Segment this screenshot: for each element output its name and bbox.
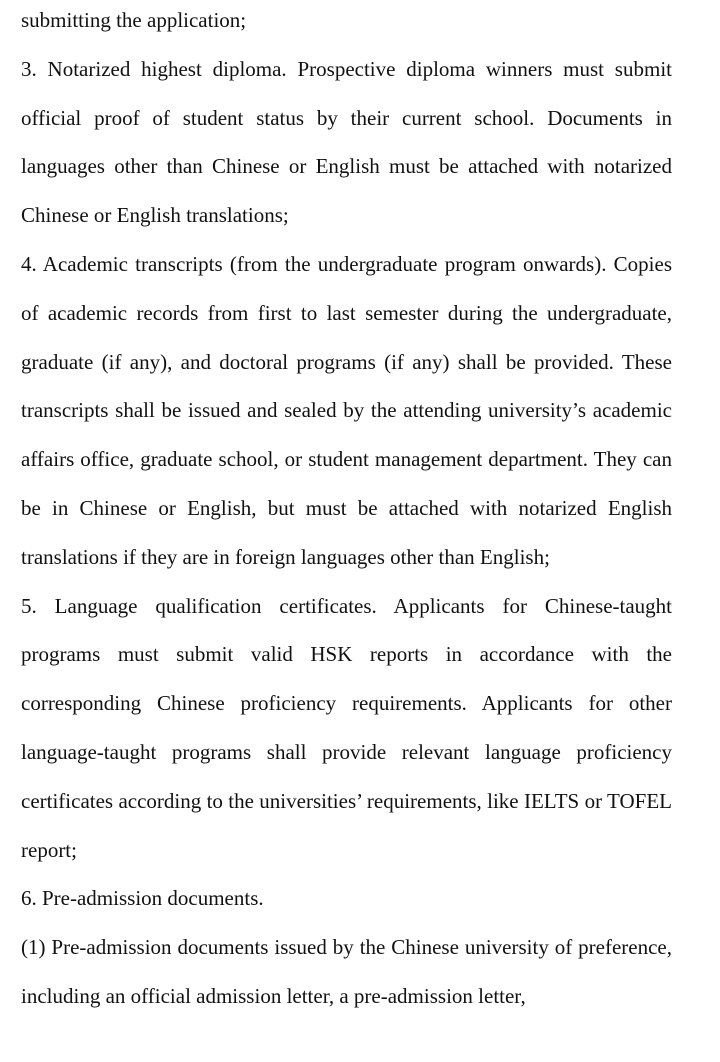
paragraph-item-3: 3. Notarized highest diploma. Prospective diploma winners must submit official proof of student status by their current school. Documents in languages other than Chinese or English must be attached with notarized Chinese or English translations; xyxy=(21,56,672,228)
paragraph-item-6-1: (1) Pre-admission documents issued by the Chinese university of preference, including an official admission letter, a pre-admission letter, xyxy=(21,935,672,1008)
document-page xyxy=(21,0,672,1021)
paragraph-continuation: submitting the application; xyxy=(21,8,247,32)
paragraph-item-5: 5. Language qualification certificates. Applicants for Chinese-taught programs must submit valid HSK reports in accordance with the corresponding Chinese proficiency requirements. Applicants for other language-taught programs shall provide relevant language proficiency certificates according to the universities’ requirements, like IELTS or TOFEL report; xyxy=(21,593,672,862)
paragraph-item-6: 6. Pre-admission documents. xyxy=(21,886,264,911)
paragraph-item-4: 4. Academic transcripts (from the undergraduate program onwards). Copies of academic records from first to last semester during the undergraduate, graduate (if any), and doctoral programs (if any) shall be provided. These transcripts shall be issued and sealed by the attending university’s academic affairs office, graduate school, or student management department. They can be in Chinese or English, but must be attached with notarized English translations if they are in foreign languages other than English; xyxy=(21,251,672,569)
